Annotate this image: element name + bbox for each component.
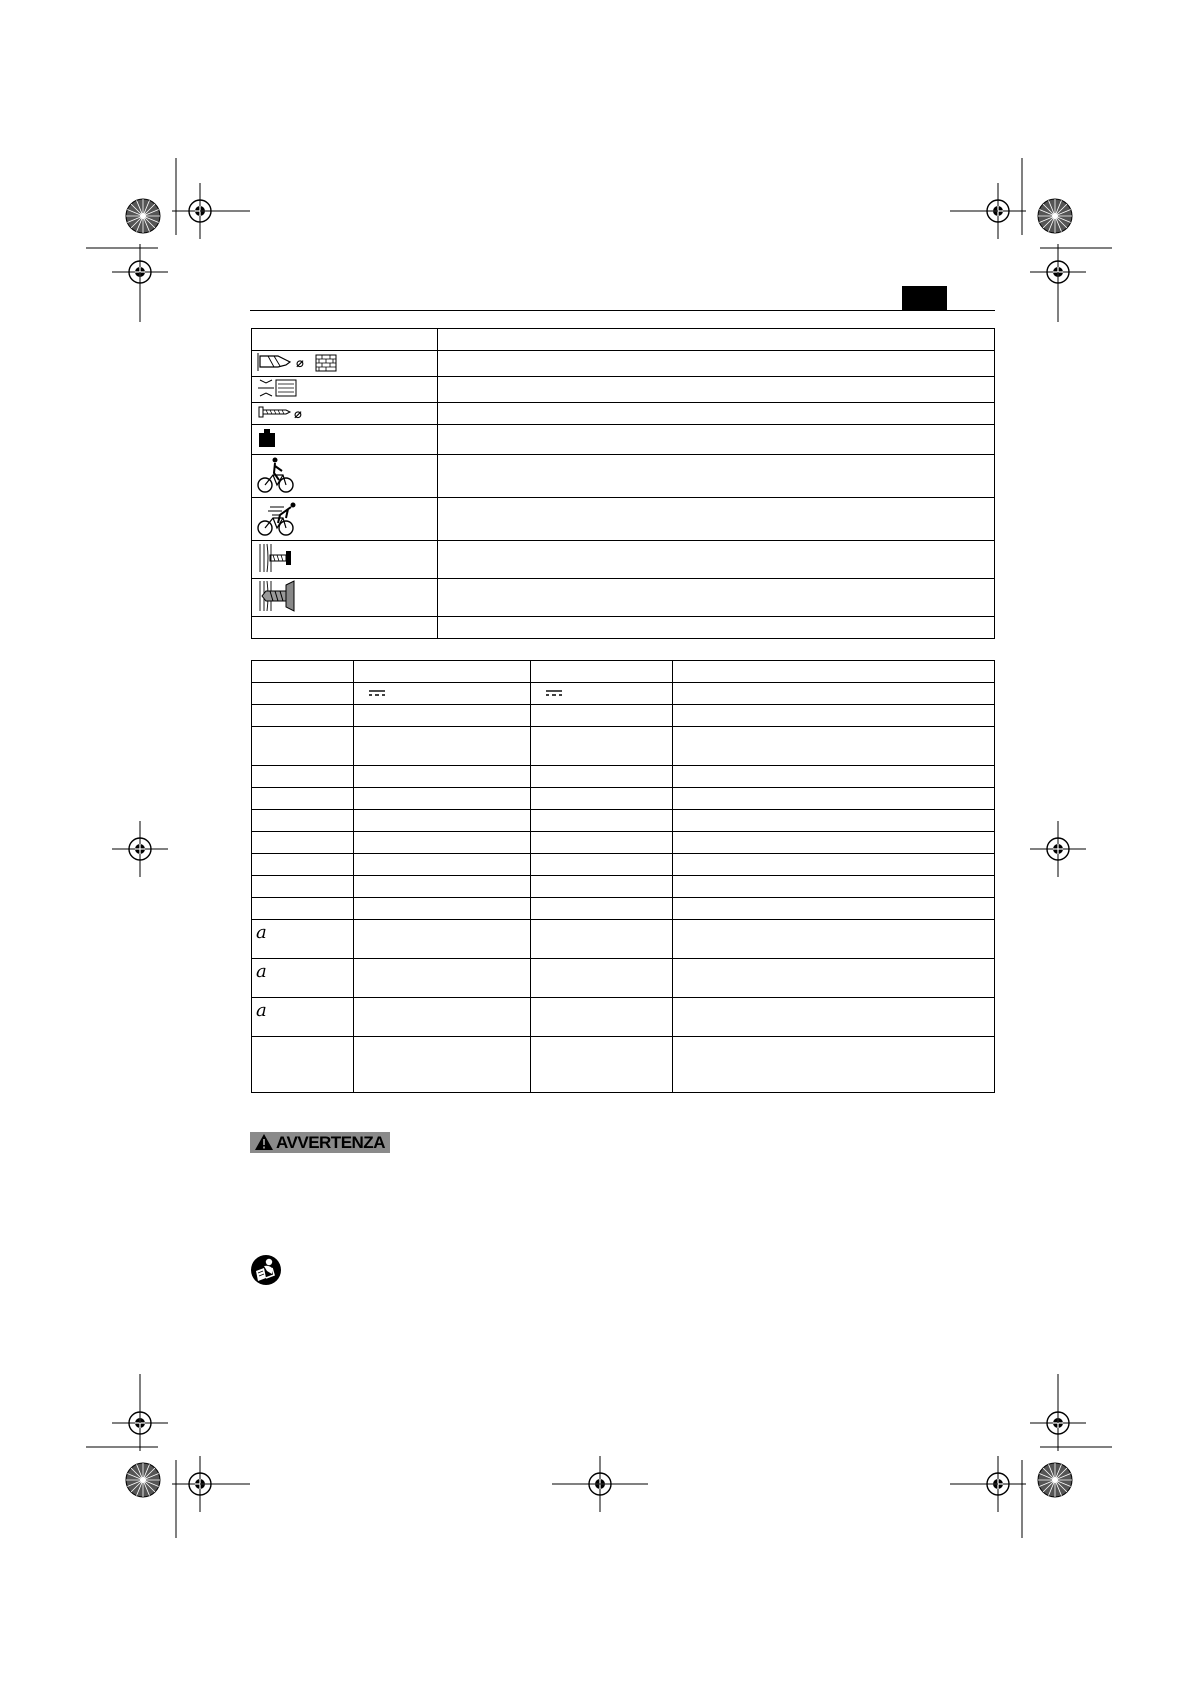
svg-text:⌀: ⌀: [296, 356, 304, 371]
table-cell: [673, 1037, 995, 1093]
table-row: [252, 579, 995, 617]
table-cell: [354, 876, 531, 898]
table-cell: [354, 998, 531, 1037]
table-cell: [252, 727, 354, 766]
table-cell: [252, 876, 354, 898]
table-row: [252, 766, 995, 788]
battery-charger-table: [251, 660, 995, 1093]
spec-value: [438, 455, 995, 498]
italic-a-symbol: a: [256, 961, 267, 982]
table-row: [252, 403, 995, 425]
table-cell: [252, 683, 354, 705]
table-cell: [252, 920, 354, 959]
table-cell: [673, 788, 995, 810]
fast-speed-bicycle-icon: [256, 499, 300, 537]
table-cell: [252, 661, 354, 683]
svg-text:⌀: ⌀: [294, 407, 302, 420]
table-row: [252, 661, 995, 683]
spec-label: [252, 498, 438, 541]
table-row: [252, 351, 995, 377]
table-cell: [354, 959, 531, 998]
spec-value: [438, 403, 995, 425]
table-row: [252, 898, 995, 920]
table-row: [252, 998, 995, 1037]
table-cell: [354, 683, 531, 705]
table-cell: [252, 788, 354, 810]
warning-label: AVVERTENZA: [276, 1133, 385, 1152]
spec-value: [438, 498, 995, 541]
table-cell: [531, 810, 673, 832]
specifications-table: [251, 328, 995, 639]
spec-label: [252, 579, 438, 617]
spec-value: [438, 329, 995, 351]
table-cell: [354, 705, 531, 727]
table-cell: [673, 959, 995, 998]
small-screw-in-wood-icon: [256, 542, 296, 574]
spec-value: [438, 541, 995, 579]
table-row: [252, 377, 995, 403]
table-cell: [252, 959, 354, 998]
table-cell: [354, 727, 531, 766]
table-cell: [531, 959, 673, 998]
table-cell: [354, 832, 531, 854]
table-cell: [252, 832, 354, 854]
spec-value: [438, 579, 995, 617]
table-cell: [673, 920, 995, 959]
table-cell: [354, 1037, 531, 1093]
table-row: [252, 705, 995, 727]
table-cell: [531, 788, 673, 810]
spec-label: [252, 377, 438, 403]
table-cell: [673, 727, 995, 766]
spec-label: [252, 351, 438, 377]
table-cell: [531, 854, 673, 876]
table-cell: [531, 705, 673, 727]
table-cell: [252, 998, 354, 1037]
table-cell: [354, 920, 531, 959]
table-cell: [673, 832, 995, 854]
table-cell: [531, 661, 673, 683]
table-cell: [531, 998, 673, 1037]
spec-label: [252, 329, 438, 351]
table-cell: [531, 898, 673, 920]
table-cell: [354, 788, 531, 810]
table-row: [252, 329, 995, 351]
header-rule: [250, 310, 995, 311]
table-row: [252, 810, 995, 832]
table-cell: [673, 898, 995, 920]
table-cell: [673, 810, 995, 832]
table-cell: [673, 683, 995, 705]
table-cell: [531, 1037, 673, 1093]
spec-label: [252, 541, 438, 579]
table-row: [252, 498, 995, 541]
screw-diameter-icon: [256, 404, 316, 420]
table-row: [252, 854, 995, 876]
spec-label: [252, 425, 438, 455]
spec-value: [438, 351, 995, 377]
table-row: [252, 617, 995, 639]
table-cell: [673, 766, 995, 788]
table-cell: [673, 854, 995, 876]
table-cell: [354, 898, 531, 920]
warning-triangle-icon: [254, 1133, 274, 1151]
spec-value: [438, 617, 995, 639]
table-row: [252, 876, 995, 898]
table-row: [252, 727, 995, 766]
table-cell: [673, 661, 995, 683]
table-cell: [531, 876, 673, 898]
table-cell: [354, 766, 531, 788]
table-cell: [354, 661, 531, 683]
table-row: [252, 832, 995, 854]
table-cell: [673, 998, 995, 1037]
weight-icon: [256, 427, 278, 449]
table-cell: [673, 705, 995, 727]
table-row: [252, 683, 995, 705]
table-cell: [531, 832, 673, 854]
table-cell: [252, 898, 354, 920]
table-cell: [531, 727, 673, 766]
table-cell: [252, 766, 354, 788]
read-manual-icon: [250, 1254, 282, 1286]
warning-badge: [250, 1132, 390, 1153]
italic-a-symbol: a: [256, 1000, 267, 1021]
large-screw-in-wood-icon: [256, 579, 300, 613]
table-cell: [354, 854, 531, 876]
table-cell: [354, 810, 531, 832]
table-cell: [252, 705, 354, 727]
table-cell: [252, 1037, 354, 1093]
table-row: [252, 920, 995, 959]
table-cell: [531, 766, 673, 788]
spec-label: [252, 455, 438, 498]
table-cell: [252, 810, 354, 832]
table-row: [252, 455, 995, 498]
table-cell: [673, 876, 995, 898]
spec-label: [252, 403, 438, 425]
table-cell: [252, 854, 354, 876]
chuck-range-icon: [256, 377, 300, 399]
table-row: [252, 541, 995, 579]
italic-a-symbol: a: [256, 922, 267, 943]
table-row: [252, 425, 995, 455]
spec-label: [252, 617, 438, 639]
dc-symbol-icon: [545, 689, 563, 697]
dc-symbol-icon: [368, 689, 386, 697]
table-row: [252, 1037, 995, 1093]
spec-value: [438, 425, 995, 455]
slow-speed-bicycle-icon: [256, 456, 296, 494]
table-row: [252, 959, 995, 998]
table-row: [252, 788, 995, 810]
table-cell: [531, 683, 673, 705]
language-code-badge: [902, 286, 947, 310]
table-cell: [531, 920, 673, 959]
drill-bit-masonry-diameter-icon: [256, 351, 342, 373]
spec-value: [438, 377, 995, 403]
